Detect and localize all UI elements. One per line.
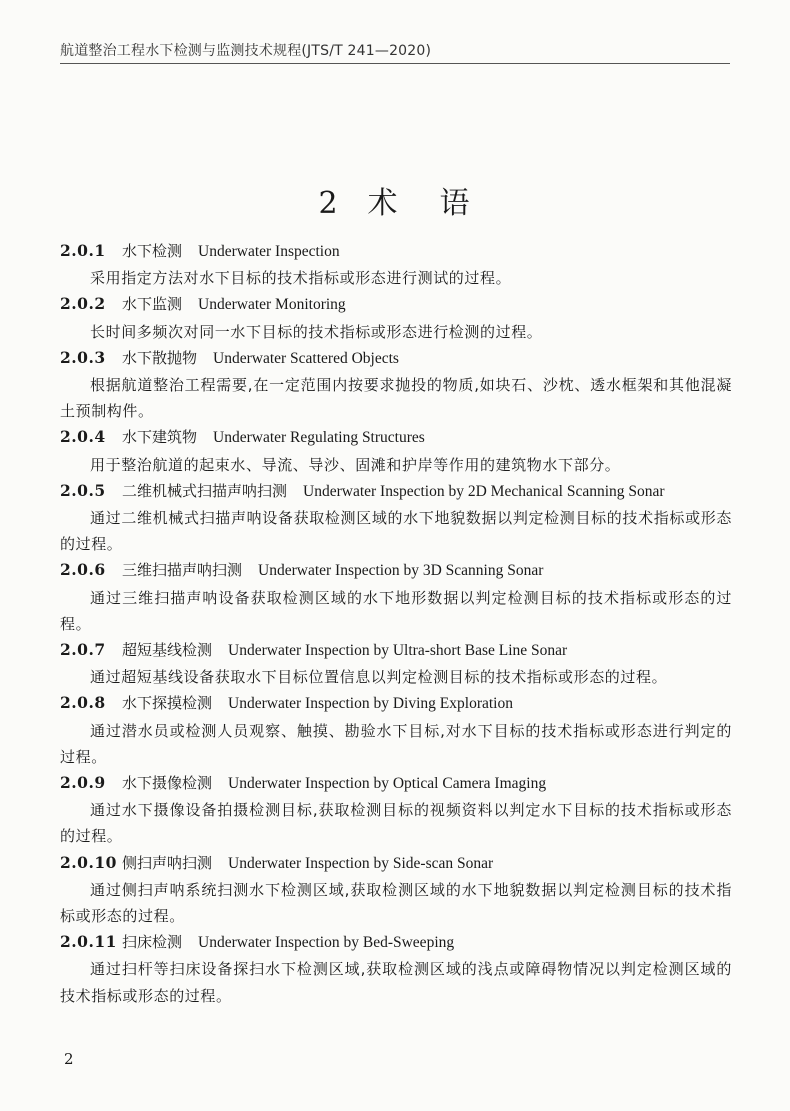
term-heading [60,238,732,265]
term-english: Underwater Monitoring [198,296,346,314]
term-number: 2.0.3 [60,347,106,367]
term-english: Underwater Inspection by Optical Camera Imaging [228,775,547,793]
term-heading [60,690,732,717]
term-number: 2.0.5 [60,480,106,500]
term-entry [60,291,732,344]
term-entry [60,238,732,291]
term-entry [60,929,732,1009]
term-entry [60,557,732,637]
term-chinese: 超短基线检测 [122,641,213,660]
term-english: Underwater Regulating Structures [213,429,425,447]
term-entry [60,690,732,770]
term-english: Underwater Inspection by 2D Mechanical Scanning Sonar [303,482,665,500]
term-heading [60,637,732,664]
term-definition: 长时间多频次对同一水下目标的技术指标或形态进行检测的过程。 [90,322,543,341]
running-header: 航道整治工程水下检测与监测技术规程(JTS/T 241—2020) [60,43,432,59]
term-number: 2.0.10 [60,852,117,872]
term-definition: 通过侧扫声呐系统扫测水下检测区域,获取检测区域的水下地貌数据以判定检测目标的技术指标或形态的过程。 [60,880,732,926]
term-number: 2.0.1 [60,241,106,260]
term-number: 2.0.9 [60,773,106,793]
term-chinese: 三维扫描声呐扫测 [122,561,243,580]
term-number: 2.0.6 [60,560,106,580]
term-number: 2.0.11 [60,932,117,952]
term-number: 2.0.2 [60,294,106,314]
term-chinese: 水下建筑物 [122,428,198,447]
term-definition: 通过超短基线设备获取水下目标位置信息以判定检测目标的技术指标或形态的过程。 [90,668,668,687]
term-definition: 通过潜水员或检测人员观察、触摸、勘验水下目标,对水下目标的技术指标或形态进行判定的过程。 [60,721,732,766]
term-heading [60,850,732,877]
term-heading [60,291,732,318]
term-definition: 根据航道整治工程需要,在一定范围内按要求抛投的物质,如块石、沙枕、透水框架和其他混凝土预制构件。 [60,376,732,421]
chapter-title [0,178,790,222]
term-entry [60,850,732,930]
term-number: 2.0.4 [60,427,106,447]
term-heading [60,345,732,372]
term-chinese: 侧扫声呐扫测 [122,853,213,872]
chapter-number: 2 [318,186,340,221]
term-definition: 采用指定方法对水下目标的技术指标或形态进行测试的过程。 [90,269,512,288]
term-heading [60,770,732,797]
term-definition: 通过二维机械式扫描声呐设备获取检测区域的水下地貌数据以判定检测目标的技术指标或形态的过程。 [60,509,732,554]
chapter-title-char-2: 语 [439,186,472,221]
term-entry [60,478,732,558]
term-chinese: 水下监测 [122,295,183,314]
term-heading [60,478,732,505]
term-heading [60,557,732,584]
term-entry [60,424,732,477]
term-entry [60,770,732,850]
term-english: Underwater Inspection by Bed-Sweeping [198,934,455,952]
page-number: 2 [64,1050,74,1068]
term-definition: 用于整治航道的起束水、导流、导沙、固滩和护岸等作用的建筑物水下部分。 [90,455,621,474]
term-english: Underwater Inspection by Diving Exploration [228,695,513,713]
term-english: Underwater Inspection [198,243,340,260]
term-english: Underwater Scattered Objects [213,349,399,367]
term-chinese: 水下散抛物 [122,348,198,367]
term-chinese: 二维机械式扫描声呐扫测 [122,481,288,500]
term-definition: 通过水下摄像设备拍摄检测目标,获取检测目标的视频资料以判定水下目标的技术指标或形态的过程。 [60,801,732,846]
term-number: 2.0.7 [60,640,106,660]
term-number: 2.0.8 [60,693,106,713]
chapter-title-char-1: 术 [367,186,400,221]
term-heading [60,424,732,451]
term-english: Underwater Inspection by 3D Scanning Sonar [258,562,544,580]
term-english: Underwater Inspection by Side-scan Sonar [228,854,494,872]
header-rule [60,63,730,64]
term-chinese: 水下探摸检测 [122,694,213,713]
term-chinese: 水下摄像检测 [122,774,213,793]
term-definition: 通过扫杆等扫床设备探扫水下检测区域,获取检测区域的浅点或障碍物情况以判定检测区域的技术指标或形态的过程。 [60,960,732,1005]
term-chinese: 水下检测 [122,242,183,260]
term-definition: 通过三维扫描声呐设备获取检测区域的水下地形数据以判定检测目标的技术指标或形态的过程。 [60,588,732,633]
term-entry [60,345,732,425]
term-heading [60,929,732,956]
term-chinese: 扫床检测 [122,933,183,952]
term-entry [60,637,732,690]
terms-list [60,238,732,1009]
term-english: Underwater Inspection by Ultra-short Base Line Sonar [228,642,568,660]
